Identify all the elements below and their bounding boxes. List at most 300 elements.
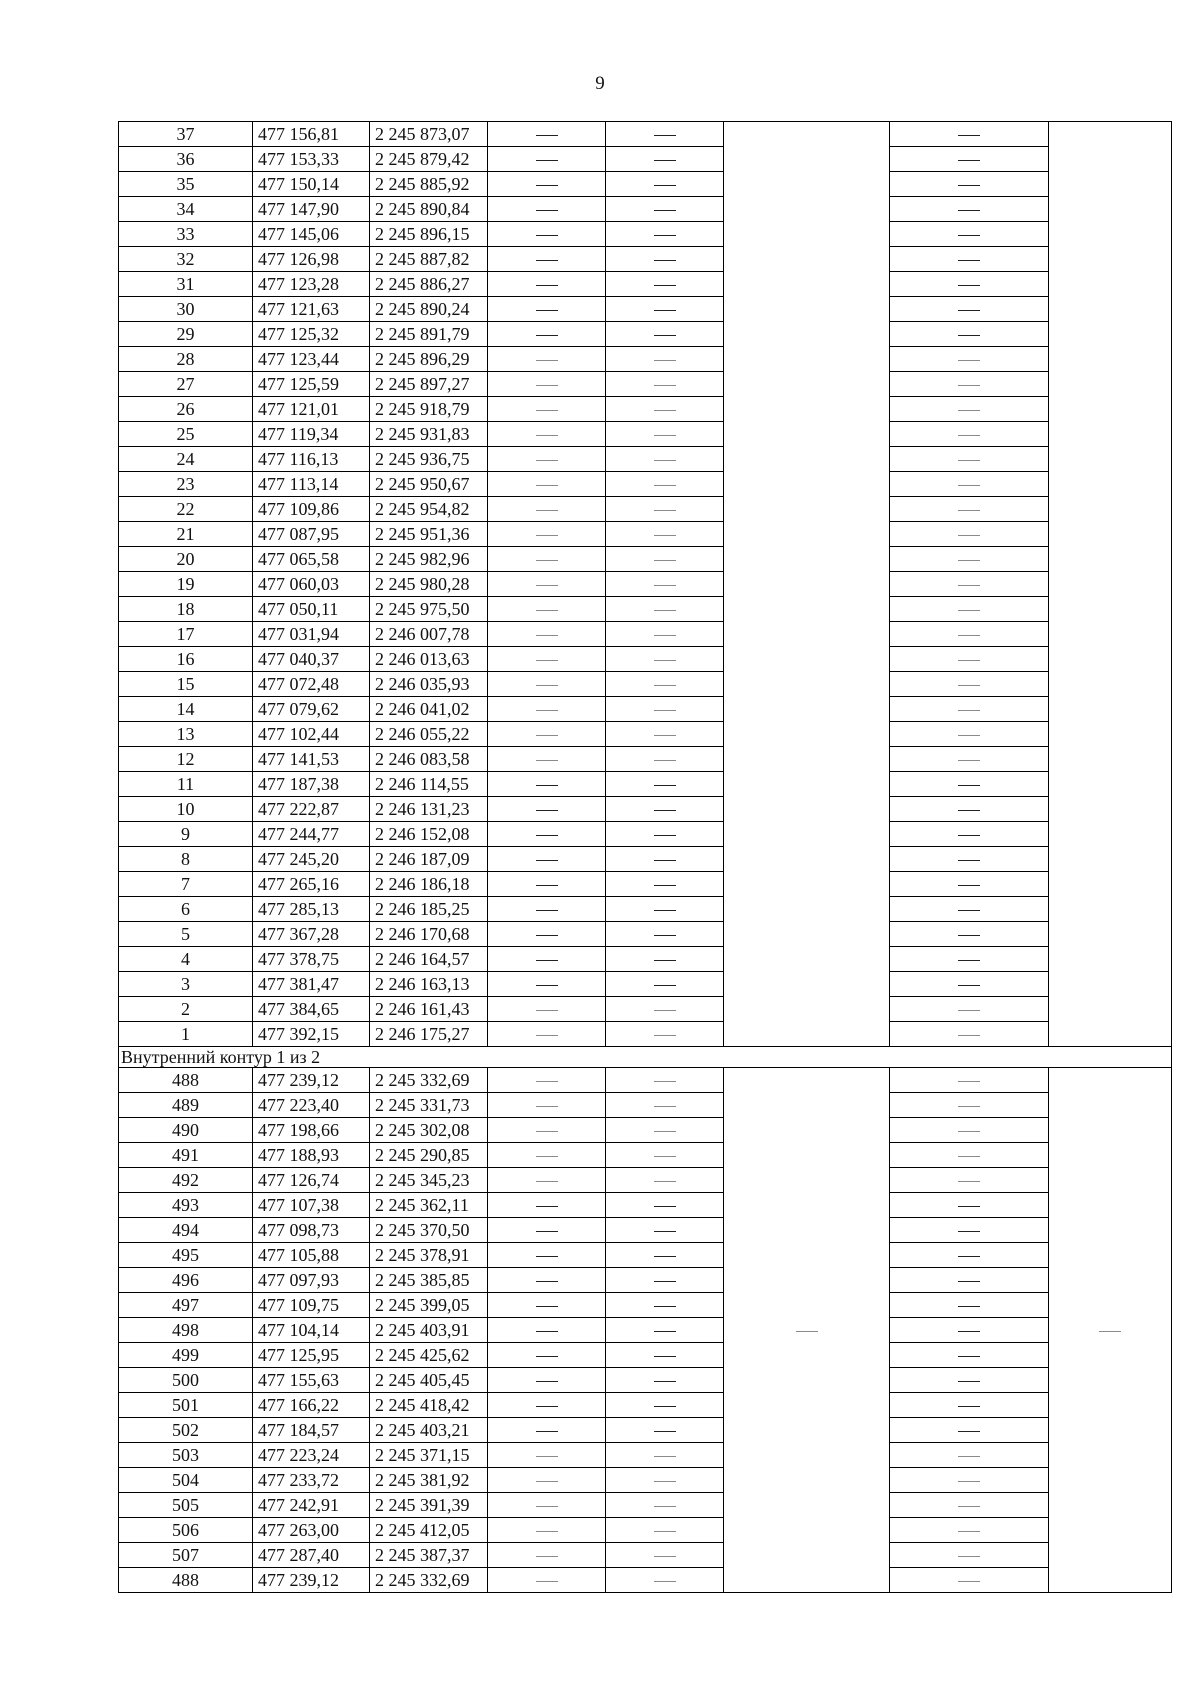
table-row [119, 1093, 1172, 1118]
dash-cell [606, 1293, 724, 1318]
dash-cell [890, 247, 1049, 272]
dash-cell [488, 947, 606, 972]
dash-cell [488, 547, 606, 572]
point-number: 499 [119, 1343, 253, 1368]
point-number: 16 [119, 647, 253, 672]
dash-mark [536, 1506, 558, 1507]
coord-y: 2 246 131,23 [370, 797, 488, 822]
point-number: 27 [119, 372, 253, 397]
dash-cell [488, 972, 606, 997]
dash-mark [958, 1131, 980, 1132]
dash-mark [654, 235, 676, 236]
dash-cell [488, 372, 606, 397]
dash-mark [536, 335, 558, 336]
dash-cell [890, 1343, 1049, 1368]
coord-x: 477 147,90 [253, 197, 370, 222]
dash-cell [606, 472, 724, 497]
dash-mark [958, 1035, 980, 1036]
point-number: 504 [119, 1468, 253, 1493]
coord-x: 477 104,14 [253, 1318, 370, 1343]
coord-x: 477 263,00 [253, 1518, 370, 1543]
table-row [119, 122, 1172, 147]
coord-x: 477 109,75 [253, 1293, 370, 1318]
dash-cell [606, 747, 724, 772]
dash-mark [654, 1556, 676, 1557]
coord-x: 477 121,01 [253, 397, 370, 422]
dash-cell [488, 322, 606, 347]
dash-cell [488, 622, 606, 647]
point-number: 503 [119, 1443, 253, 1468]
coord-y: 2 245 403,91 [370, 1318, 488, 1343]
dash-cell [606, 122, 724, 147]
coord-x: 477 065,58 [253, 547, 370, 572]
dash-mark [654, 1035, 676, 1036]
point-number: 492 [119, 1168, 253, 1193]
dash-cell [606, 847, 724, 872]
dash-cell [890, 1543, 1049, 1568]
dash-mark [958, 210, 980, 211]
coord-x: 477 265,16 [253, 872, 370, 897]
dash-cell [890, 472, 1049, 497]
dash-mark [654, 635, 676, 636]
dash-mark [958, 735, 980, 736]
dash-mark [958, 335, 980, 336]
dash-mark [536, 185, 558, 186]
point-number: 5 [119, 922, 253, 947]
point-number: 28 [119, 347, 253, 372]
dash-mark [654, 1406, 676, 1407]
dash-mark [958, 185, 980, 186]
table-row [119, 1293, 1172, 1318]
point-number: 25 [119, 422, 253, 447]
point-number: 31 [119, 272, 253, 297]
dash-cell [488, 1418, 606, 1443]
coord-x: 477 097,93 [253, 1268, 370, 1293]
dash-cell [606, 1568, 724, 1593]
coord-x: 477 116,13 [253, 447, 370, 472]
dash-mark [654, 835, 676, 836]
dash-mark [654, 1131, 676, 1132]
dash-mark [536, 1481, 558, 1482]
dash-cell [606, 997, 724, 1022]
point-number: 22 [119, 497, 253, 522]
dash-cell [890, 772, 1049, 797]
dash-cell [606, 322, 724, 347]
coord-y: 2 246 152,08 [370, 822, 488, 847]
dash-cell [606, 372, 724, 397]
table-row [119, 522, 1172, 547]
dash-mark [958, 710, 980, 711]
table-row [119, 297, 1172, 322]
dash-mark [654, 1231, 676, 1232]
table-row [119, 147, 1172, 172]
coord-x: 477 050,11 [253, 597, 370, 622]
dash-cell [488, 1368, 606, 1393]
dash-mark [536, 635, 558, 636]
dash-mark [536, 1581, 558, 1582]
dash-mark [958, 360, 980, 361]
dash-cell [890, 1468, 1049, 1493]
dash-mark [958, 1306, 980, 1307]
table-row [119, 422, 1172, 447]
point-number: 14 [119, 697, 253, 722]
coord-y: 2 245 371,15 [370, 1443, 488, 1468]
dash-mark [536, 985, 558, 986]
dash-cell [488, 1118, 606, 1143]
dash-cell [890, 722, 1049, 747]
dash-mark [536, 210, 558, 211]
table-row [119, 197, 1172, 222]
table-row [119, 1243, 1172, 1268]
dash-cell [890, 597, 1049, 622]
dash-mark [654, 260, 676, 261]
coord-y: 2 245 332,69 [370, 1568, 488, 1593]
dash-mark [536, 1106, 558, 1107]
dash-mark [654, 610, 676, 611]
point-number: 23 [119, 472, 253, 497]
table-row [119, 1068, 1172, 1093]
point-number: 6 [119, 897, 253, 922]
dash-mark [958, 135, 980, 136]
table-row [119, 172, 1172, 197]
table-row [119, 1268, 1172, 1293]
coord-y: 2 246 114,55 [370, 772, 488, 797]
dash-cell [488, 672, 606, 697]
table-row [119, 997, 1172, 1022]
coord-y: 2 245 890,84 [370, 197, 488, 222]
dash-mark [958, 1406, 980, 1407]
dash-cell [606, 272, 724, 297]
dash-cell [488, 797, 606, 822]
coord-y: 2 245 936,75 [370, 447, 488, 472]
dash-cell [890, 1243, 1049, 1268]
dash-mark [654, 360, 676, 361]
table-row [119, 247, 1172, 272]
dash-mark [536, 710, 558, 711]
point-number: 491 [119, 1143, 253, 1168]
dash-mark [536, 785, 558, 786]
coord-y: 2 245 403,21 [370, 1418, 488, 1443]
dash-mark [958, 1231, 980, 1232]
coord-x: 477 126,74 [253, 1168, 370, 1193]
coord-x: 477 125,95 [253, 1343, 370, 1368]
dash-mark [536, 1431, 558, 1432]
coord-y: 2 245 391,39 [370, 1493, 488, 1518]
dash-cell [488, 347, 606, 372]
table-row [119, 222, 1172, 247]
coord-y: 2 245 896,29 [370, 347, 488, 372]
dash-cell [488, 1022, 606, 1047]
dash-mark [958, 1156, 980, 1157]
dash-mark [654, 885, 676, 886]
dash-mark [958, 885, 980, 886]
dash-mark [958, 285, 980, 286]
table-row [119, 1418, 1172, 1443]
table-row [119, 972, 1172, 997]
coord-y: 2 245 975,50 [370, 597, 488, 622]
dash-cell [488, 747, 606, 772]
dash-mark [654, 1281, 676, 1282]
dash-mark [958, 985, 980, 986]
dash-mark [958, 835, 980, 836]
table-row [119, 797, 1172, 822]
dash-cell [488, 647, 606, 672]
point-number: 8 [119, 847, 253, 872]
coord-y: 2 245 885,92 [370, 172, 488, 197]
dash-mark [536, 135, 558, 136]
dash-mark [958, 910, 980, 911]
point-number: 489 [119, 1093, 253, 1118]
point-number: 500 [119, 1368, 253, 1393]
dash-mark [958, 1010, 980, 1011]
coord-y: 2 245 891,79 [370, 322, 488, 347]
coord-y: 2 246 164,57 [370, 947, 488, 972]
dash-cell [606, 1493, 724, 1518]
coord-x: 477 060,03 [253, 572, 370, 597]
table-row [119, 1443, 1172, 1468]
point-number: 19 [119, 572, 253, 597]
table-row [119, 1368, 1172, 1393]
dash-cell [606, 697, 724, 722]
dash-mark [536, 735, 558, 736]
dash-cell [890, 272, 1049, 297]
dash-mark [958, 860, 980, 861]
page-number: 9 [595, 73, 605, 94]
dash-cell [606, 522, 724, 547]
dash-cell [488, 1568, 606, 1593]
dash-mark [654, 685, 676, 686]
dash-cell [890, 847, 1049, 872]
dash-cell [890, 1393, 1049, 1418]
table-row [119, 947, 1172, 972]
dash-mark [536, 1156, 558, 1157]
dash-cell [890, 997, 1049, 1022]
dash-cell [488, 847, 606, 872]
table-row [119, 1493, 1172, 1518]
coord-y: 2 246 055,22 [370, 722, 488, 747]
dash-cell [890, 1368, 1049, 1393]
dash-mark [958, 1206, 980, 1207]
table-row [119, 547, 1172, 572]
merged-dash-cell [1049, 1068, 1172, 1593]
coord-x: 477 040,37 [253, 647, 370, 672]
dash-cell [488, 1443, 606, 1468]
dash-cell [606, 1118, 724, 1143]
coord-x: 477 242,91 [253, 1493, 370, 1518]
coord-x: 477 233,72 [253, 1468, 370, 1493]
dash-cell [606, 1368, 724, 1393]
dash-cell [606, 172, 724, 197]
dash-mark [958, 635, 980, 636]
dash-cell [890, 1568, 1049, 1593]
dash-mark [1099, 1331, 1121, 1332]
table-row [119, 497, 1172, 522]
coord-x: 477 156,81 [253, 122, 370, 147]
dash-cell [890, 1268, 1049, 1293]
coord-y: 2 245 399,05 [370, 1293, 488, 1318]
coord-x: 477 126,98 [253, 247, 370, 272]
dash-mark [536, 885, 558, 886]
dash-cell [606, 647, 724, 672]
dash-cell [890, 972, 1049, 997]
dash-cell [890, 922, 1049, 947]
point-number: 20 [119, 547, 253, 572]
dash-mark [958, 535, 980, 536]
dash-mark [654, 760, 676, 761]
dash-mark [536, 760, 558, 761]
dash-mark [536, 1381, 558, 1382]
dash-cell [488, 1168, 606, 1193]
dash-cell [606, 672, 724, 697]
dash-mark [654, 310, 676, 311]
dash-mark [654, 1331, 676, 1332]
dash-cell [606, 1218, 724, 1243]
dash-cell [488, 772, 606, 797]
dash-mark [654, 1431, 676, 1432]
coord-x: 477 105,88 [253, 1243, 370, 1268]
dash-cell [890, 172, 1049, 197]
dash-cell [606, 972, 724, 997]
point-number: 37 [119, 122, 253, 147]
coord-x: 477 244,77 [253, 822, 370, 847]
dash-cell [890, 1218, 1049, 1243]
point-number: 21 [119, 522, 253, 547]
coord-x: 477 098,73 [253, 1218, 370, 1243]
table-row [119, 447, 1172, 472]
coord-y: 2 245 980,28 [370, 572, 488, 597]
point-number: 501 [119, 1393, 253, 1418]
coord-x: 477 119,34 [253, 422, 370, 447]
coord-x: 477 381,47 [253, 972, 370, 997]
dash-cell [606, 772, 724, 797]
dash-cell [890, 672, 1049, 697]
dash-mark [958, 935, 980, 936]
dash-mark [958, 685, 980, 686]
dash-mark [536, 160, 558, 161]
coord-x: 477 150,14 [253, 172, 370, 197]
dash-mark [536, 560, 558, 561]
dash-mark [536, 410, 558, 411]
dash-cell [890, 347, 1049, 372]
table-row [119, 847, 1172, 872]
dash-cell [488, 1343, 606, 1368]
dash-cell [488, 147, 606, 172]
dash-cell [606, 1193, 724, 1218]
coord-y: 2 246 163,13 [370, 972, 488, 997]
dash-mark [654, 160, 676, 161]
dash-cell [890, 147, 1049, 172]
dash-cell [606, 1093, 724, 1118]
dash-mark [654, 135, 676, 136]
dash-mark [536, 460, 558, 461]
coord-x: 477 087,95 [253, 522, 370, 547]
dash-mark [536, 1206, 558, 1207]
dash-cell [606, 797, 724, 822]
table-row [119, 372, 1172, 397]
table-row [119, 622, 1172, 647]
dash-cell [606, 722, 724, 747]
dash-cell [488, 1143, 606, 1168]
dash-mark [536, 485, 558, 486]
dash-cell [890, 522, 1049, 547]
coord-y: 2 246 041,02 [370, 697, 488, 722]
dash-cell [890, 222, 1049, 247]
dash-cell [890, 697, 1049, 722]
dash-mark [654, 510, 676, 511]
table-row [119, 1393, 1172, 1418]
point-number: 15 [119, 672, 253, 697]
table-row [119, 722, 1172, 747]
point-number: 32 [119, 247, 253, 272]
coord-x: 477 198,66 [253, 1118, 370, 1143]
dash-mark [654, 1206, 676, 1207]
dash-cell [890, 572, 1049, 597]
dash-cell [606, 1168, 724, 1193]
dash-mark [958, 1556, 980, 1557]
dash-cell [488, 222, 606, 247]
dash-mark [958, 260, 980, 261]
point-number: 11 [119, 772, 253, 797]
dash-mark [536, 1306, 558, 1307]
dash-cell [606, 447, 724, 472]
point-number: 29 [119, 322, 253, 347]
dash-mark [958, 1381, 980, 1382]
coord-x: 477 107,38 [253, 1193, 370, 1218]
dash-cell [890, 197, 1049, 222]
dash-cell [890, 872, 1049, 897]
dash-cell [488, 472, 606, 497]
dash-cell [488, 247, 606, 272]
dash-mark [654, 1081, 676, 1082]
dash-cell [606, 1518, 724, 1543]
dash-mark [654, 435, 676, 436]
point-number: 36 [119, 147, 253, 172]
table-row [119, 747, 1172, 772]
dash-cell [488, 1218, 606, 1243]
dash-cell [606, 197, 724, 222]
dash-mark [958, 660, 980, 661]
point-number: 30 [119, 297, 253, 322]
coord-y: 2 245 418,42 [370, 1393, 488, 1418]
coord-y: 2 245 370,50 [370, 1218, 488, 1243]
dash-cell [890, 1118, 1049, 1143]
dash-cell [606, 222, 724, 247]
dash-mark [958, 385, 980, 386]
dash-cell [890, 372, 1049, 397]
dash-cell [488, 1493, 606, 1518]
point-number: 10 [119, 797, 253, 822]
dash-mark [536, 835, 558, 836]
dash-mark [536, 1356, 558, 1357]
dash-mark [536, 810, 558, 811]
dash-mark [654, 1356, 676, 1357]
dash-mark [958, 610, 980, 611]
dash-cell [488, 1543, 606, 1568]
coord-y: 2 245 385,85 [370, 1268, 488, 1293]
coord-y: 2 245 425,62 [370, 1343, 488, 1368]
dash-mark [654, 1531, 676, 1532]
coord-x: 477 188,93 [253, 1143, 370, 1168]
coord-y: 2 245 918,79 [370, 397, 488, 422]
dash-mark [654, 935, 676, 936]
dash-mark [654, 335, 676, 336]
point-number: 13 [119, 722, 253, 747]
dash-cell [890, 1022, 1049, 1047]
coord-y: 2 246 013,63 [370, 647, 488, 672]
dash-mark [958, 960, 980, 961]
coord-x: 477 113,14 [253, 472, 370, 497]
dash-mark [654, 735, 676, 736]
